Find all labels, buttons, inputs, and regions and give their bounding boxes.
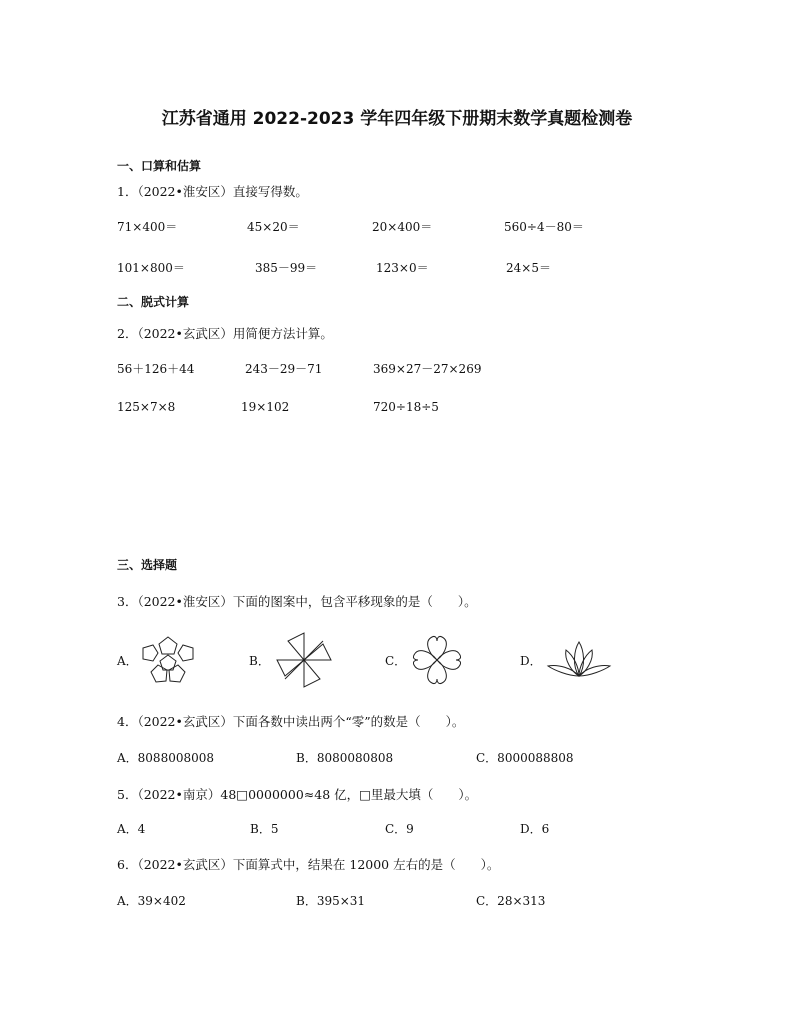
q1-item: 20×400＝ — [372, 220, 433, 234]
q3-option-label-b: B． — [249, 654, 270, 668]
q1-item: 45×20＝ — [247, 220, 300, 234]
question-5-stem: 5．（2022•南京）48□0000000≈48 亿，□里最大填（ ）。 — [117, 787, 478, 802]
q1-item: 385－99＝ — [255, 261, 318, 275]
section-heading-3: 三、选择题 — [117, 558, 178, 572]
q1-item: 101×800＝ — [117, 261, 185, 275]
q4-option-b: B．8080080808 — [296, 751, 394, 765]
question-3-stem: 3．（2022•淮安区）下面的图案中，包含平移现象的是（ ）。 — [117, 594, 477, 609]
q1-item: 123×0＝ — [376, 261, 429, 275]
q6-option-c: C．28×313 — [476, 894, 546, 908]
q1-item: 560÷4－80＝ — [504, 220, 584, 234]
q4-option-c: C．8000088808 — [476, 751, 574, 765]
question-6-stem: 6．（2022•玄武区）下面算式中，结果在 12000 左右的是（ ）。 — [117, 857, 500, 872]
q1-item: 71×400＝ — [117, 220, 178, 234]
question-4-stem: 4．（2022•玄武区）下面各数中读出两个“零”的数是（ ）。 — [117, 714, 465, 729]
q2-item: 243－29－71 — [245, 362, 323, 376]
q6-option-b: B．395×31 — [296, 894, 366, 908]
question-2-stem: 2．（2022•玄武区）用简便方法计算。 — [117, 326, 333, 341]
page-title: 江苏省通用 2022-2023 学年四年级下册期末数学真题检测卷 — [161, 109, 633, 129]
question-1-stem: 1．（2022•淮安区）直接写得数。 — [117, 184, 308, 199]
q5-option-b: B．5 — [250, 822, 279, 836]
q5-option-a: A．4 — [117, 822, 146, 836]
q5-option-c: C．9 — [385, 822, 414, 836]
q3-option-label-a: A． — [117, 654, 138, 668]
q2-item: 125×7×8 — [117, 400, 176, 414]
q6-option-a: A．39×402 — [117, 894, 186, 908]
four-leaf-figure — [410, 633, 464, 687]
q4-option-a: A．8088008008 — [117, 751, 215, 765]
q2-item: 369×27－27×269 — [373, 362, 482, 376]
q1-item: 24×5＝ — [506, 261, 551, 275]
q2-item: 56＋126＋44 — [117, 362, 195, 376]
pentagon-ring-figure — [139, 634, 197, 688]
q2-item: 720÷18÷5 — [373, 400, 439, 414]
q5-option-d: D．6 — [520, 822, 550, 836]
section-heading-1: 一、口算和估算 — [117, 159, 202, 173]
lotus-figure — [546, 638, 612, 682]
q2-item: 19×102 — [241, 400, 290, 414]
q3-option-label-c: C． — [385, 654, 407, 668]
pinwheel-figure — [275, 631, 333, 689]
q3-option-label-d: D． — [520, 654, 542, 668]
section-heading-2: 二、脱式计算 — [117, 295, 190, 309]
